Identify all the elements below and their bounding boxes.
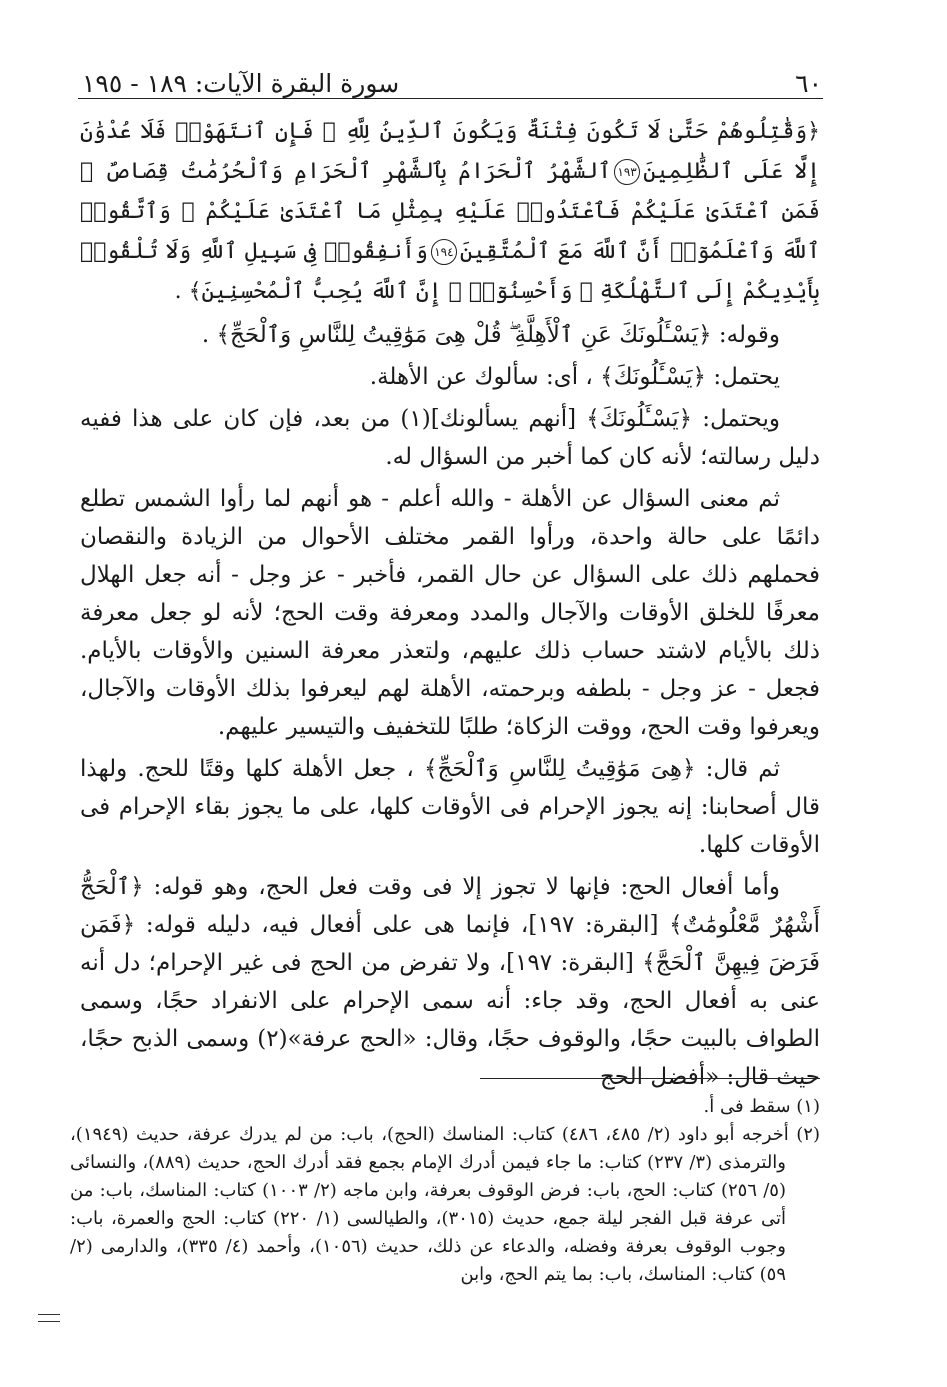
page-number: ٦٠ — [795, 69, 822, 98]
ayah-number-194: ١٩٤ — [431, 239, 457, 265]
header-rule — [78, 98, 823, 99]
ayah-number-193: ١٩٣ — [614, 159, 640, 185]
verse-text-193: وَقَٰتِلُوهُمْ حَتَّىٰ لَا تَكُونَ فِتْنَةٌ وَيَكُونَ ٱلدِّينُ لِلَّهِ ۖ فَإِنِ ٱنتَهَوْا۟ فَلَا عُدْوَٰنَ إِلَّا عَلَى ٱلظَّٰلِمِينَ — [80, 119, 820, 184]
footnote-rule — [480, 1078, 820, 1079]
running-header — [82, 58, 822, 98]
continuation-mark — [38, 1314, 60, 1322]
paragraph: ثم معنى السؤال عن الأهلة - والله أعلم - هو أنهم لما رأوا الشمس تطلع دائمًا على حالة واحدة، ورأوا القمر مختلف الأحوال من الزيادة والنقصان فحملهم ذلك على السؤال عن حال القمر، فأخبر - عز وجل - أنه جعل الهلال معرفًا للخلق الأوقات والآجال والمدد ومعرفة وقت الحج؛ لأنه لو جعل معرفة ذلك بالأيام لاشتد حساب ذلك عليهم، ولتعذر معرفة السنين والأوقات بالأيام. فجعل - عز وجل - بلطفه وبرحمته، الأهلة لهم ليعرفوا بذلك الأوقات والآجال، ويعرفوا وقت الحج، ووقت الزكاة؛ طلبًا للتخفيف والتيسير عليهم. — [80, 486, 820, 740]
paragraph: ثم قال: ﴿هِىَ مَوَٰقِيتُ لِلنَّاسِ وَٱلْحَجِّ﴾ ، جعل الأهلة كلها وقتًا للحج. ولهذا قال أصحابنا: إنه يجوز الإحرام فى الأوقات كلها، على ما يجوز بقاء الإحرام فى الأوقات كلها. — [80, 756, 820, 858]
quran-verses: ﴿وَقَٰتِلُوهُمْ حَتَّىٰ لَا تَكُونَ فِتْنَةٌ وَيَكُونَ ٱلدِّينُ لِلَّهِ ۖ فَإِنِ ٱنتَهَوْا۟ فَلَا عُدْوَٰنَ إِلَّا عَلَى ٱلظَّٰلِمِينَ١٩٣ٱلشَّهْرُ ٱلْحَرَامُ بِٱلشَّهْرِ ٱلْحَرَامِ وَٱلْحُرُمَٰتُ قِصَاصٌ ۚ فَمَنِ ٱعْتَدَىٰ عَلَيْكُمْ فَٱعْتَدُوا۟ عَلَيْهِ بِمِثْلِ مَا ٱعْتَدَىٰ عَلَيْكُمْ ۚ وَٱتَّقُوا۟ ٱللَّهَ وَٱعْلَمُوٓا۟ أَنَّ ٱللَّهَ مَعَ ٱلْمُتَّقِينَ١٩٤وَأَنفِقُوا۟ فِى سَبِيلِ ٱللَّهِ وَلَا تُلْقُوا۟ بِأَيْدِيكُمْ إِلَى ٱلتَّهْلُكَةِ ۛ وَأَحْسِنُوٓا۟ ۛ إِنَّ ٱللَّهَ يُحِبُّ ٱلْمُحْسِنِينَ﴾ . — [80, 119, 821, 304]
paragraph: يحتمل: ﴿يَسْـَٔلُونَكَ﴾ ، أى: سألوك عن الأهلة. — [369, 364, 780, 390]
footnote-1: (١) سقط فى أ. — [703, 1096, 820, 1117]
footnotes — [70, 1093, 820, 1289]
main-text — [80, 112, 820, 1100]
verse-text-194: ٱلشَّهْرُ ٱلْحَرَامُ بِٱلشَّهْرِ ٱلْحَرَامِ وَٱلْحُرُمَٰتُ قِصَاصٌ ۚ فَمَنِ ٱعْتَدَىٰ عَلَيْكُمْ فَٱعْتَدُوا۟ عَلَيْهِ بِمِثْلِ مَا ٱعْتَدَىٰ عَلَيْكُمْ ۚ وَٱتَّقُوا۟ ٱللَّهَ وَٱعْلَمُوٓا۟ أَنَّ ٱللَّهَ مَعَ ٱلْمُتَّقِينَ — [80, 159, 821, 264]
paragraph: وقوله: ﴿يَسْـَٔلُونَكَ عَنِ ٱلْأَهِلَّةِ ۖ قُلْ هِىَ مَوَٰقِيتُ لِلنَّاسِ وَٱلْحَجِّ﴾ . — [201, 322, 780, 348]
verse-text-195: وَأَنفِقُوا۟ فِى سَبِيلِ ٱللَّهِ وَلَا تُلْقُوا۟ بِأَيْدِيكُمْ إِلَى ٱلتَّهْلُكَةِ ۛ وَأَحْسِنُوٓا۟ ۛ إِنَّ ٱللَّهَ يُحِبُّ ٱلْمُحْسِنِينَ﴾ . — [80, 239, 820, 304]
paragraph: وأما أفعال الحج: فإنها لا تجوز إلا فى وقت فعل الحج، وهو قوله: ﴿ٱلْحَجُّ أَشْهُرٌ مَّعْلُومَٰتٌ﴾ [البقرة: ١٩٧]، فإنما هى على أفعال فيه، دليله قوله: ﴿فَمَن فَرَضَ فِيهِنَّ ٱلْحَجَّ﴾ [البقرة: ١٩٧]، ولا تفرض من الحج فى غير الإحرام؛ دل أنه عنى به أفعال الحج، وقد جاء: أنه سمى الإحرام على الانفراد حجًا، وسمى الطواف بالبيت حجًا، والوقوف حجًا، وقال: «الحج عرفة»(٢) وسمى الذبح حجًا، حيث قال: «أفضل الحج — [80, 874, 820, 1090]
paragraph: ويحتمل: ﴿يَسْـَٔلُونَكَ﴾ [أنهم يسألونك](١) من بعد، فإن كان على هذا ففيه دليل رسالته؛ لأنه كان كما أخبر من السؤال له. — [80, 406, 820, 470]
footnote-2: (٢) أخرجه أبو داود (٢/ ٤٨٥، ٤٨٦) كتاب: المناسك (الحج)، باب: من لم يدرك عرفة، حديث (١٩٤٩)، والترمذى (٣/ ٢٣٧) كتاب: ما جاء فيمن أدرك الإمام بجمع فقد أدرك الحج، حديث (٨٨٩)، والنسائى (٥/ ٢٥٦) كتاب: الحج، باب: فرض الوقوف بعرفة، وابن ماجه (٢/ ١٠٠٣) كتاب: المناسك، باب: من أتى عرفة قبل الفجر ليلة جمع، حديث (٣٠١٥)، والطيالسى (١/ ٢٢٠) كتاب: الحج والعمرة، باب: وجوب الوقوف بعرفة وفضله، والدعاء عن ذلك، حديث (١٠٥٦)، وأحمد (٤/ ٣٣٥)، والدارمى (٢/ ٥٩) كتاب: المناسك، باب: بما يتم الحج، وابن — [70, 1124, 820, 1285]
running-title: سورة البقرة الآيات: ١٨٩ - ١٩٥ — [82, 69, 400, 98]
